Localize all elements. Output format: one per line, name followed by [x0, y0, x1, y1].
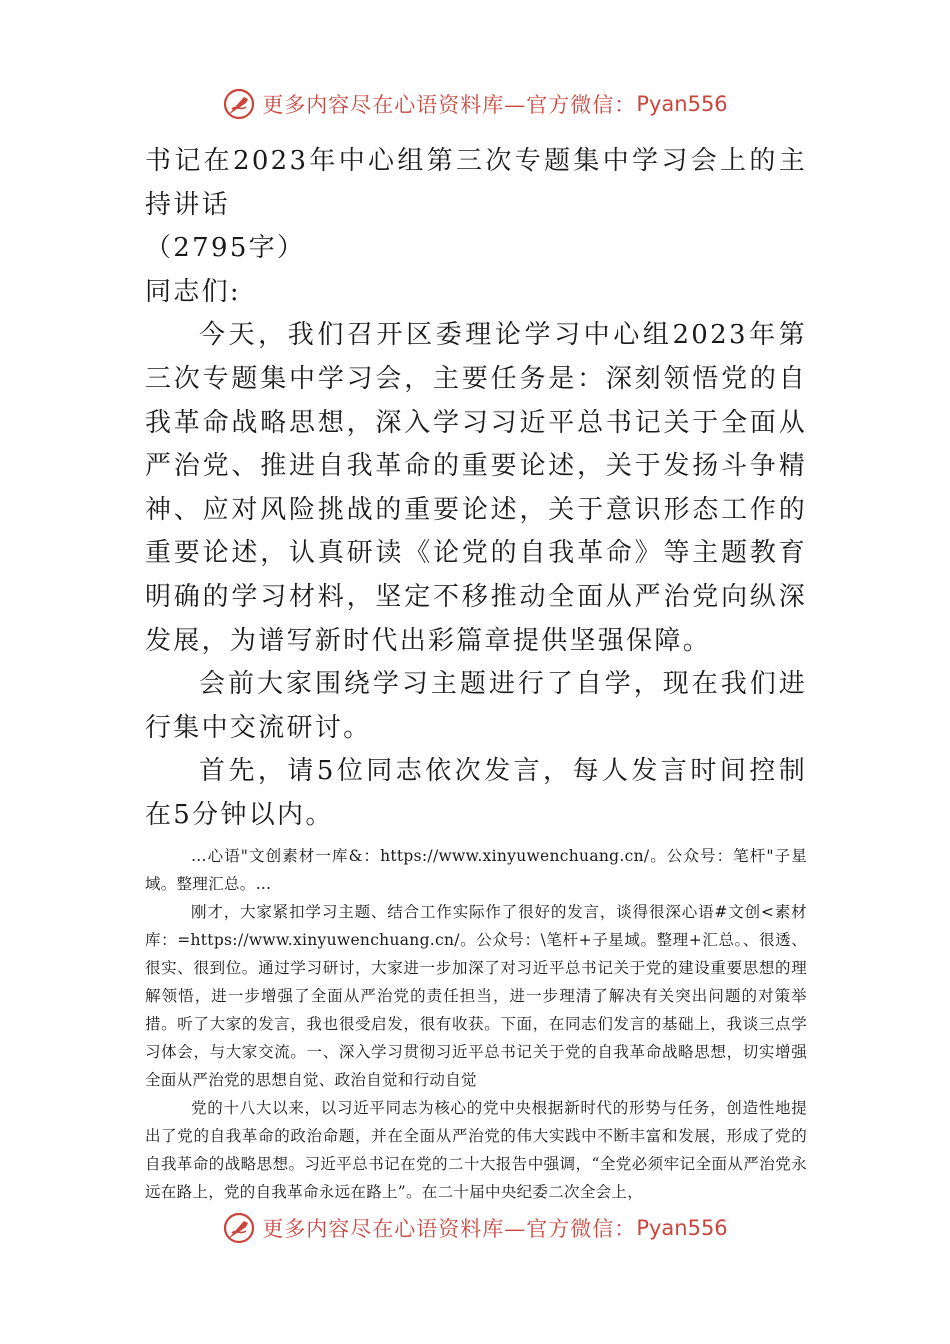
paragraph-small: 党的十八大以来，以习近平同志为核心的党中央根据新时代的形势与任务，创造性地提出了党的自我革命的政治命题，并在全面从严治党的伟大实践中不断丰富和发展，形成了党的自我革命的战略思想。习近平总书记在党的二十大报告中强调，“全党必须牢记全面从严治党永远在路上，党的自我革命永远在路上”。在二十届中央纪委二次全会上， [145, 1098, 807, 1201]
document-title: 书记在2023年中心组第三次专题集中学习会上的主持讲话 [145, 146, 807, 220]
paragraph-small: …心语"文创素材一库&：https://www.xinyuwenchuang.cn/。公众号：笔杆"子星域。整理汇总。… [145, 846, 807, 893]
document-word-count: （2795字） [145, 233, 306, 264]
paragraph: 首先，请5位同志依次发言，每人发言时间控制在5分钟以内。 [145, 756, 807, 830]
footer-watermark [0, 1206, 950, 1250]
paragraph: 会前大家围绕学习主题进行了自学，现在我们进行集中交流研讨。 [145, 669, 807, 743]
paragraph-small: 刚才，大家紧扣学习主题、结合工作实际作了很好的发言，谈得很深心语#文创<素材库：=https://www.xinyuwenchuang.cn/。公众号：\笔杆+子星域。整理+汇总。、很透、很实、很到位。通过学习研讨，大家进一步加深了对习近平总书记关于党的建设重要思想的理解领悟，进一步增强了全面从严治党的责任担当，进一步理清了解决有关突出问题的对策举措。听了大家的发言，我也很受启发，很有收获。下面，在同志们发言的基础上，我谈三点学习体会，与大家交流。一、深入学习贯彻习近平总书记关于党的自我革命战略思想，切实增强全面从严治党的思想自觉、政治自觉和行动自觉 [145, 902, 807, 1089]
pen-nib-logo-icon [222, 1211, 256, 1245]
watermark-text: 更多内容尽在心语资料库—官方微信： [262, 93, 637, 117]
salutation: 同志们: [145, 276, 241, 307]
watermark-text: 更多内容尽在心语资料库—官方微信： [262, 1217, 637, 1241]
pen-nib-logo-icon [222, 87, 256, 121]
watermark-wechat-id: Pyan556 [636, 1216, 728, 1240]
document-body [145, 140, 807, 1206]
watermark-wechat-id: Pyan556 [636, 92, 728, 116]
header-watermark [0, 82, 950, 126]
paragraph: 今天，我们召开区委理论学习中心组2023年第三次专题集中学习会，主要任务是：深刻领悟党的自我革命战略思想，深入学习习近平总书记关于全面从严治党、推进自我革命的重要论述，关于发扬斗争精神、应对风险挑战的重要论述，关于意识形态工作的重要论述，认真研读《论党的自我革命》等主题教育明确的学习材料，坚定不移推动全面从严治党向纵深发展，为谱写新时代出彩篇章提供坚强保障。 [145, 320, 807, 656]
